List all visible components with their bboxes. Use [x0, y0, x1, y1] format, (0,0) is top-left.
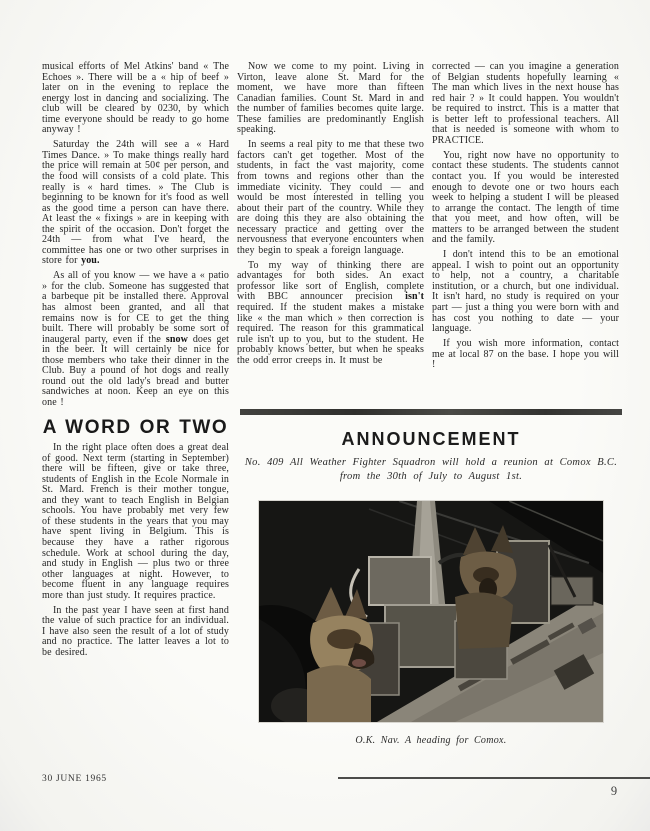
paragraph-text: As all of you know — we have a « patio » for the club. Someone has suggested that a barbeque pit be installed there. Approval has almost been granted, and all that remains now is for CE to get the thing built. There will probably be some sort of inaugeral party, even if the	[42, 270, 229, 345]
footer-rule	[338, 777, 650, 779]
article-paragraph: corrected — can you imagine a generation of Belgian students hopefully learning « The man which lives in the next house has red hair ? » It could happen. You wouldn't be required to instrct. This is a matter that is better left to professional teachers. All that is needed is someone with whom to PRACTICE.	[432, 61, 619, 146]
article-paragraph	[237, 261, 424, 366]
column-middle	[237, 62, 424, 371]
paragraph-text: To my way of thinking there are advantages for both sides. An exact professor like sort of English, complete with BBC announcer precision	[237, 259, 424, 303]
section-heading-a-word-or-two: A WORD OR TWO	[42, 416, 229, 438]
article-paragraph	[42, 140, 229, 267]
article-paragraph: You, right now have no opportunity to contact these students. The students cannot contact you. If you would be interested enough to devote one or two hours each week to helping a student I will be pleased to arrange the contact. The length of time that you meet, and how often, will be matters to be arranged between the student and the family.	[432, 149, 619, 246]
article-paragraph: In the right place often does a great deal of good. Next term (starting in September) there will be fifteen, give or take three, students of English in the Ecole Normale in St. Mard. French is their mother tongue, and they want to teach English in Belgian schools. You have probably met very few of these students in the years that you may have spent living in Belgium. This is because they have a rather rigorous schedule. Work at school during the day, and study in English — plus two or three other languages at night. However, to become fluent in any language requires more than just study. It requires practice.	[42, 442, 229, 601]
column-left	[42, 62, 229, 663]
announcement-heading: ANNOUNCEMENT	[341, 429, 521, 449]
bold-text: isn't	[405, 291, 424, 303]
column-right	[432, 62, 619, 375]
page-number: 9	[610, 784, 618, 798]
announcement-text: No. 409 All Weather Fighter Squadron will hold a reunion at Comox B.C. from the 30th of July to August 1st.	[244, 457, 618, 482]
article-paragraph: If you wish more information, contact me at local 87 on the base. I hope you will !	[432, 338, 619, 371]
footer-date: 30 JUNE 1965	[42, 774, 107, 784]
bold-text: snow	[165, 333, 188, 345]
paragraph-text: does get in the beer. It will certainly be nice for those members who take their dinner in the Club. Buy a pound of hot dogs and really round out the old lady's bread and butter sandwiches at noon. Keep an eye on this one !	[42, 333, 230, 408]
article-paragraph: In the past year I have seen at first hand the value of such practice for an individual. I have also seen the result of a lot of study and no practice. The latter leaves a lot to be desired.	[42, 604, 229, 658]
paragraph-text: required. If the student makes a mistake like « the man which » then correction is required. The reason for this grammatical rule isn't up to you, but to the student. He probably knows better, but when he speaks the odd error creeps in. It must be	[237, 302, 424, 366]
cockpit-dogs-photo	[259, 501, 603, 722]
article-paragraph: musical efforts of Mel Atkins' band « The Echoes ». There will be a « hip of beef » later on in the evening to replace the energy lost in dancing and socializing. The club will be cleared by 0230, by which time everyone should be ready to go home anyway !	[42, 61, 229, 136]
thick-divider-rule	[240, 409, 622, 415]
article-paragraph	[42, 271, 229, 408]
article-paragraph: I don't intend this to be an emotional appeal. I wish to point out an opportunity to help, not a country, a charitable institution, or a church, but one individual. It isn't hard, no study is required on your part — just a thing you were born with and has cost you nothing to date — your language.	[432, 249, 619, 335]
cockpit-photo-illustration	[259, 501, 603, 722]
photo-caption: O.K. Nav. A heading for Comox.	[355, 735, 507, 746]
paragraph-text: Saturday the 24th will see a « Hard Times Dance. » To make things really hard the price will remain at 50¢ per person, and the food will consists of a cold plate. This really is « hard times. » The Club is beginning to be known for it's food as well as the good time a person can have there. At least the « fixings » are in keeping with the spirit of the occasion. Don't forget the 24th — from what I've heard, the committee has one or two other surprises in store for	[42, 139, 229, 267]
article-paragraph: In seems a real pity to me that these two factors can't get together. Most of the students, in fact the vast majority, come from towns and regions other than the immediate vicinity. They could — and would be most interested in telling you about their part of the country. While they are doing this they are also obtaining the necessary practice and getting over the nervousness that everyone encounters when they begin to speak a foreign language.	[237, 139, 424, 256]
bold-text: you.	[81, 255, 100, 267]
article-paragraph: Now we come to my point. Living in Virton, leave alone St. Mard for the moment, we have more than fifteen Canadian families. Count St. Mard in and the number of families becomes quite large. These families are predominantly English speaking.	[237, 61, 424, 136]
